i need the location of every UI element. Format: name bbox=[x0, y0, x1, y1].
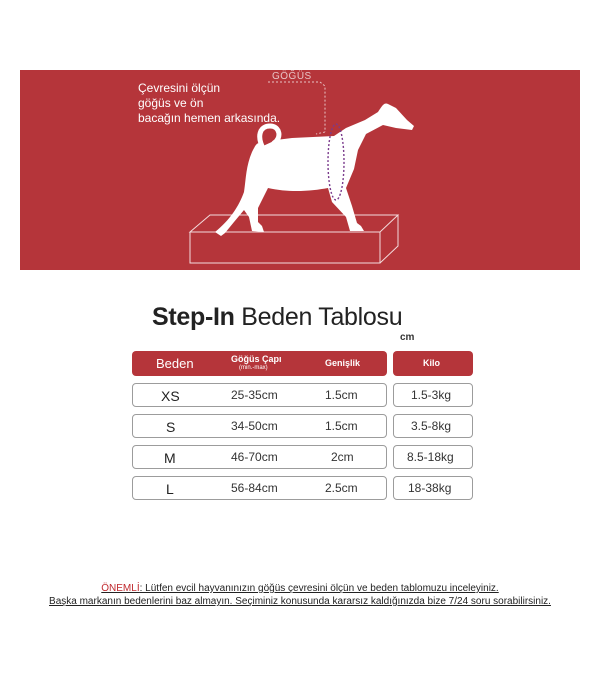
dog-silhouette bbox=[215, 103, 414, 236]
table-row bbox=[132, 383, 387, 407]
cell-weight: 8.5-18kg bbox=[407, 450, 454, 464]
pointer-line-end bbox=[316, 132, 325, 134]
cell-width: 2.5cm bbox=[325, 481, 358, 495]
cell-width: 2cm bbox=[331, 450, 354, 464]
instruction-line: bacağın hemen arkasında. bbox=[138, 111, 281, 125]
cell-chest: 46-70cm bbox=[231, 450, 278, 464]
instruction-line: Çevresini ölçün bbox=[138, 81, 221, 95]
header-chest: Göğüs Çapı bbox=[231, 354, 282, 364]
table-header-right bbox=[393, 351, 473, 376]
notice-line-2: Başka markanın bedenlerini baz almayın. Seçiminiz konusunda kararsız kaldığınızda bize 7/24 soru sorabilirsiniz. bbox=[49, 596, 551, 607]
header-chest-sub: (min.-max) bbox=[239, 365, 268, 371]
cell-width: 1.5cm bbox=[325, 419, 358, 433]
cell-chest: 34-50cm bbox=[231, 419, 278, 433]
header-size: Beden bbox=[156, 356, 194, 371]
unit-label: cm bbox=[400, 332, 415, 343]
notice-text: : Lütfen evcil hayvanınızın göğüs çevresini ölçün ve beden tablomuzu inceleyiniz. bbox=[139, 583, 499, 594]
measurement-banner bbox=[20, 70, 580, 270]
chest-label: GÖĞÜS bbox=[272, 71, 312, 82]
notice-line-1 bbox=[0, 583, 600, 594]
table-row-weight bbox=[393, 383, 473, 407]
cell-weight: 1.5-3kg bbox=[411, 388, 452, 402]
page-title bbox=[152, 303, 402, 332]
notice-label: ÖNEMLİ bbox=[101, 583, 140, 594]
table-row-weight bbox=[393, 476, 473, 500]
cell-width: 1.5cm bbox=[325, 388, 358, 402]
title-brand: Step-In bbox=[152, 303, 235, 331]
cell-weight: 3.5-8kg bbox=[411, 419, 452, 433]
cell-size: M bbox=[164, 450, 176, 466]
table-row bbox=[132, 445, 387, 469]
table-row-weight bbox=[393, 445, 473, 469]
table-row bbox=[132, 476, 387, 500]
pedestal bbox=[190, 215, 398, 263]
title-rest: Beden Tablosu bbox=[234, 303, 403, 331]
header-width: Genişlik bbox=[325, 358, 361, 368]
table-header-left bbox=[132, 351, 387, 376]
table-row bbox=[132, 414, 387, 438]
cell-chest: 56-84cm bbox=[231, 481, 278, 495]
pointer-line bbox=[268, 82, 325, 132]
cell-size: S bbox=[166, 419, 176, 435]
table-row-weight bbox=[393, 414, 473, 438]
cell-chest: 25-35cm bbox=[231, 388, 278, 402]
dog-illustration bbox=[20, 70, 580, 270]
cell-size: L bbox=[166, 481, 174, 497]
cell-size: XS bbox=[161, 388, 180, 404]
header-weight: Kilo bbox=[423, 358, 440, 368]
instruction-line: göğüs ve ön bbox=[138, 96, 204, 110]
cell-weight: 18-38kg bbox=[408, 481, 452, 495]
